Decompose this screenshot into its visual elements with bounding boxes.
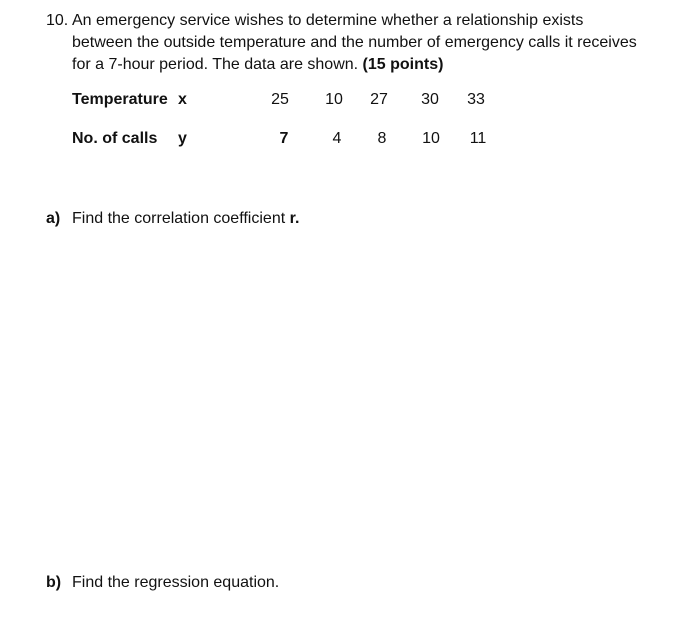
temperature-var: x [178,91,187,108]
temperature-value: 27 [370,91,388,108]
calls-value: 10 [422,130,440,147]
calls-var: y [178,130,187,147]
question-line-2: between the outside temperature and the number of emergency calls it receives [72,34,637,51]
part-a-label: a) [46,210,61,227]
question-line-3 [72,54,672,76]
calls-value: 8 [377,130,387,147]
question-text [72,10,672,76]
part-b-text: Find the regression equation. [72,574,280,591]
temperature-label: Temperature [72,91,168,108]
points-label: (15 points) [362,56,444,73]
temperature-value: 10 [325,91,343,108]
calls-value: 4 [332,130,342,147]
question-number: 10. [46,12,69,29]
temperature-value: 30 [421,91,439,108]
calls-value: 11 [469,130,487,147]
part-b-label: b) [46,574,62,591]
question-line-1: An emergency service wishes to determine whether a relationship exists [72,12,584,29]
calls-label: No. of calls [72,130,158,147]
question-line-3-text: for a 7-hour period. The data are shown. [72,56,363,73]
part-a-symbol: r. [289,210,300,227]
part-a-prompt: Find the correlation coefficient [72,210,290,227]
temperature-value: 25 [271,91,289,108]
calls-value: 7 [279,130,289,147]
temperature-value: 33 [467,91,485,108]
part-a-text [72,209,299,229]
